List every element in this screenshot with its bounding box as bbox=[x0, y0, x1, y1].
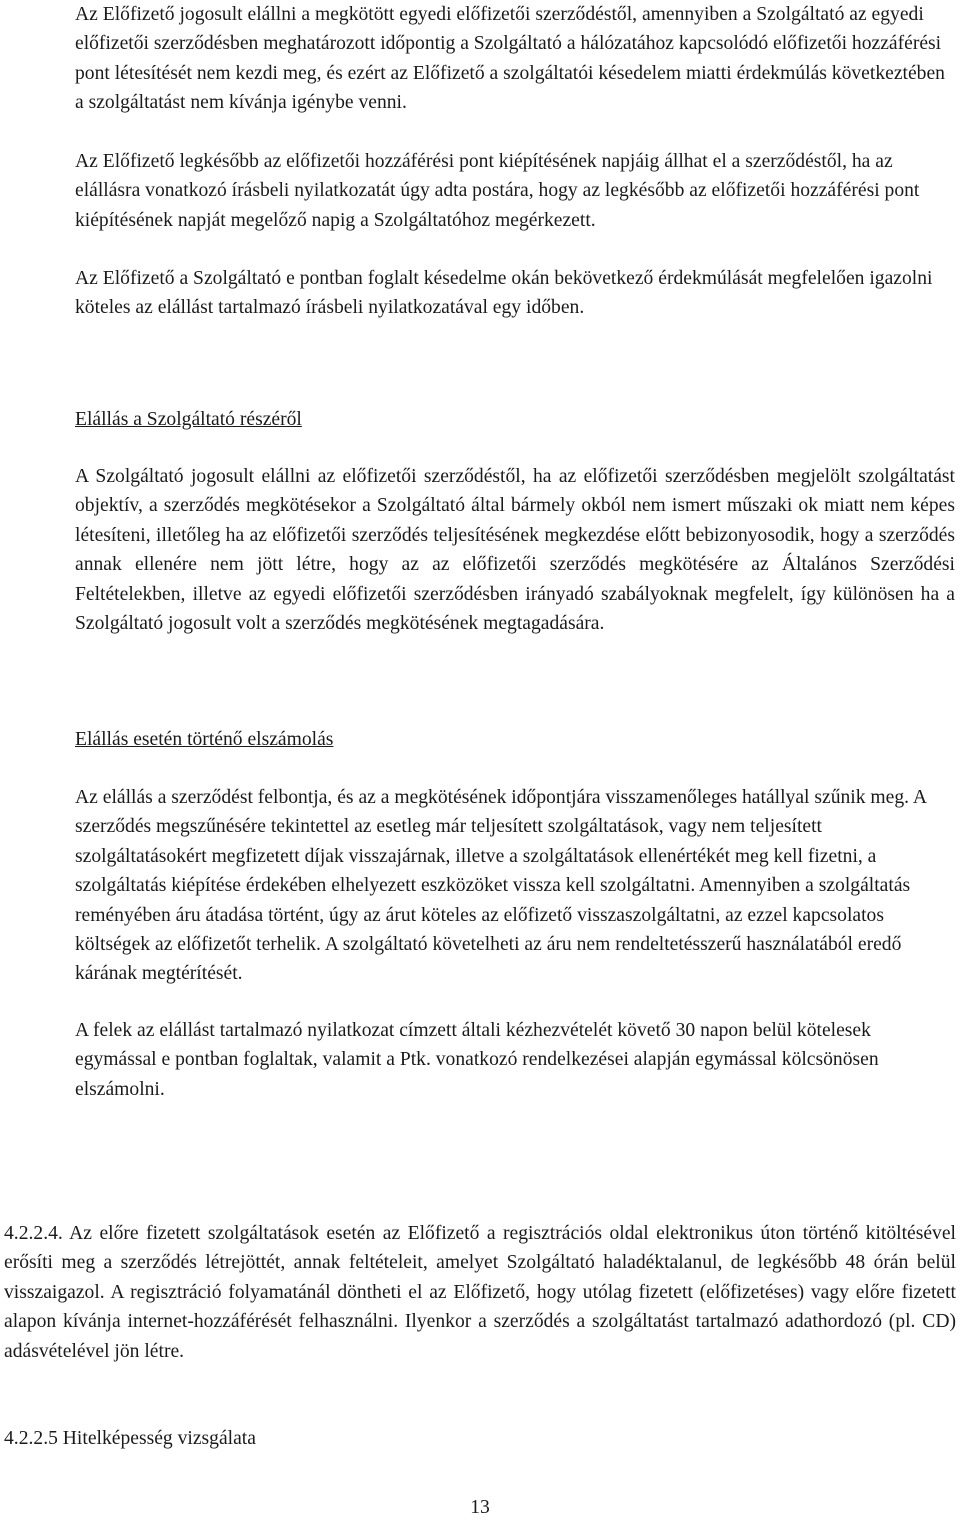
intro-paragraph-1: Az Előfizető jogosult elállni a megkötött egyedi előfizetői szerződéstől, amennyiben a Szolgáltató az egyedi előfizetői szerződésben meghatározott időpontig a Szolgáltató a hálózatához kapcsolódó előfizetői hozzáférési pont létesítését nem kezdi meg, és ezért az Előfizető a szolgáltatói késedelem miatti érdekmúlás következtében a szolgáltatást nem kívánja igénybe venni. bbox=[75, 4, 945, 114]
intro-paragraph-2: Az Előfizető legkésőbb az előfizetői hozzáférési pont kiépítésének napjáig állhat el a szerződéstől, ha az elállásra vonatkozó írásbeli nyilatkozatát úgy adta postára, hogy az legkésőbb az előfizetői hozzáférési pont kiépítésének napját megelőző napig a Szolgáltatóhoz megérkezett. bbox=[75, 151, 920, 231]
heading-provider-withdrawal: Elállás a Szolgáltató részéről bbox=[75, 409, 302, 430]
intro-paragraph-3: Az Előfizető a Szolgáltató e pontban foglalt késedelme okán bekövetkező érdekmúlását megfelelően igazolni köteles az elállást tartalmazó írásbeli nyilatkozatával egy időben. bbox=[75, 268, 933, 319]
provider-withdrawal-body: A Szolgáltató jogosult elállni az előfizetői szerződéstől, ha az előfizetői szerződésben megjelölt szolgáltatást objektív, a szerződés megkötésekor a Szolgáltató által bármely okból nem ismert műszaki ok miatt nem képes létesíteni, illetőleg ha az előfizetői szerződés teljesítésének megkezdése előtt bebizonyosodik, hogy a szerződés annak ellenére nem jött létre, hogy az az előfizetői szerződés megkötésére az Általános Szerződési Feltételekben, illetve az egyedi előfizetői szerződésben irányadó szabályoknak megfelelt, így különösen ha a Szolgáltató jogosult volt a szerződés megkötésének megtagadására. bbox=[75, 466, 955, 635]
section-4-2-2-4: 4.2.2.4. Az előre fizetett szolgáltatások esetén az Előfizető a regisztrációs oldal elektronikus úton történő kitöltésével erősíti meg a szerződés létrejöttét, annak feltételeit, amelyet Szolgáltató haladéktalanul, de legkésőbb 48 órán belül visszaigazol. A regisztráció folyamatánál döntheti el az Előfizető, hogy utólag fizetett (előfizetéses) vagy előre fizetett alapon kívánja internet-hozzáférését felhasználni. Ilyenkor a szerződés a szolgáltatást tartalmazó adathordozó (pl. CD) adásvételével jön létre. bbox=[4, 1223, 956, 1362]
heading-4-2-2-5: 4.2.2.5 Hitelképesség vizsgálata bbox=[4, 1428, 256, 1449]
settlement-paragraph-1: Az elállás a szerződést felbontja, és az a megkötésének időpontjára visszamenőleges hatállyal szűnik meg. A szerződés megszűnésére tekintettel az esetleg már teljesített szolgáltatások, vagy nem teljesített szolgáltatásokért megfizetett díjak visszajárnak, illetve a szolgáltatások ellenértékét meg kell fizetni, a szolgáltatás kiépítése érdekében elhelyezett eszközöket vissza kell szolgáltatni. Amennyiben a szolgáltatás reményében áru átadása történt, úgy az árut köteles az előfizető visszaszolgáltatni, az ezzel kapcsolatos költségek az előfizetőt terhelik. A szolgáltató követelheti az áru nem rendeltetésszerű használatából eredő kárának megtérítését. bbox=[75, 787, 926, 985]
page-number: 13 bbox=[470, 1497, 490, 1518]
heading-settlement: Elállás esetén történő elszámolás bbox=[75, 729, 334, 750]
settlement-paragraph-2: A felek az elállást tartalmazó nyilatkozat címzett általi kézhezvételét követő 30 napon belül kötelesek egymással e pontban foglaltak, valamit a Ptk. vonatkozó rendelkezései alapján egymással kölcsönösen elszámolni. bbox=[75, 1020, 879, 1100]
